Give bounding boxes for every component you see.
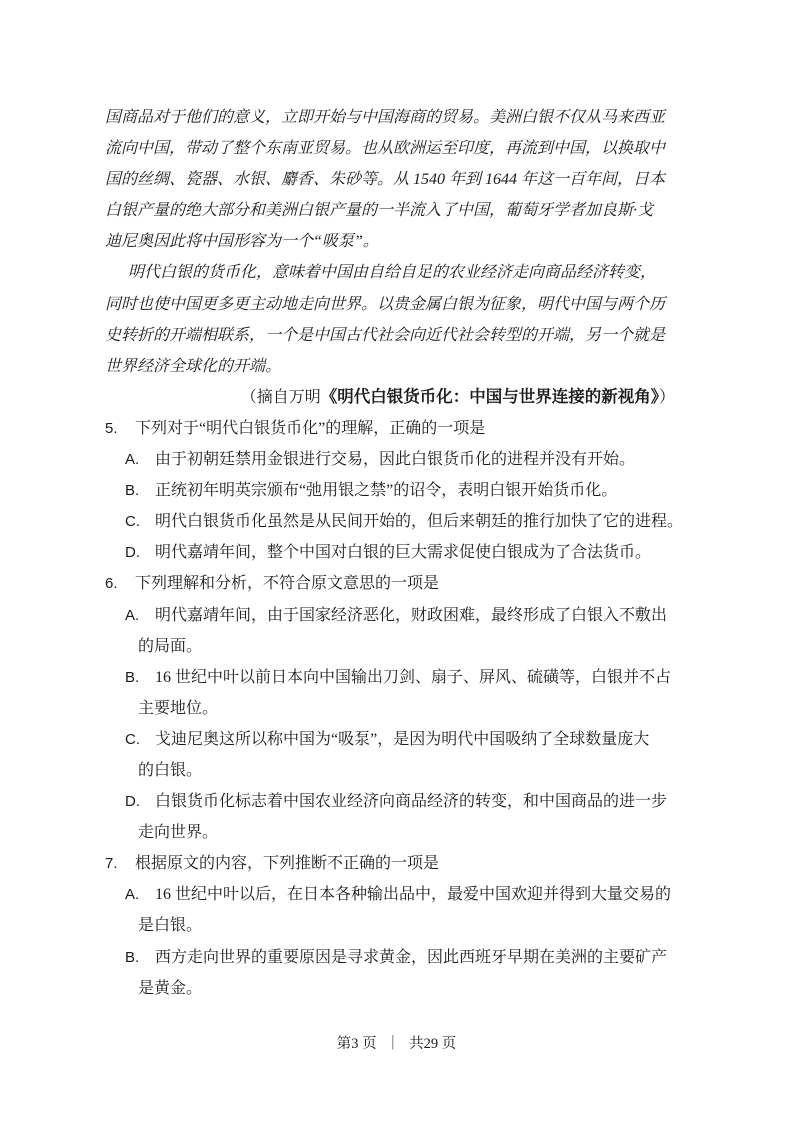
option-text: 戈迪尼奥这所以称中国为“吸泵”，是因为明代中国吸纳了全球数量庞大 xyxy=(155,730,650,748)
option-label: C. xyxy=(125,513,140,531)
option-label: A. xyxy=(125,451,140,469)
footer-total-pages: 共29 页 xyxy=(409,1036,457,1052)
passage-line: 白银产量的绝大部分和美洲白银产量的一半流入了中国，葡萄牙学者加良斯·戈 xyxy=(105,202,654,220)
page-footer xyxy=(0,1032,793,1053)
option-text: 16 世纪中叶以后，在日本各种输出品中，最爱中国欢迎并得到大量交易的 xyxy=(155,886,672,904)
question-number: 6. xyxy=(105,575,118,593)
option-line xyxy=(105,662,685,693)
option-line xyxy=(105,537,685,568)
footer-separator: ｜ xyxy=(385,1036,401,1052)
option-continuation: 的局面。 xyxy=(138,637,203,655)
passage-line: 迪尼奥因此将中国形容为一个“吸泵”。 xyxy=(105,233,379,251)
option-label: D. xyxy=(125,793,140,811)
passage-line: 国商品对于他们的意义，立即开始与中国海商的贸易。美洲白银不仅从马来西亚 xyxy=(105,109,666,126)
option-continuation: 是黄金。 xyxy=(138,979,203,997)
question-stem-text: 下列理解和分析，不符合原文意思的一项是 xyxy=(135,575,440,593)
option-text: 明代嘉靖年间，整个中国对白银的巨大需求促使白银成为了合法货币。 xyxy=(155,544,652,562)
option-line xyxy=(105,600,685,631)
option-line xyxy=(105,724,685,755)
option-label: B. xyxy=(125,668,140,686)
citation-line xyxy=(105,382,685,413)
option-line xyxy=(105,444,685,475)
passage-line: 明代白银的货币化，意味着中国由自给自足的农业经济走向商品经济转变， xyxy=(128,264,657,282)
passage-line: 史转折的开端相联系，一个是中国古代社会向近代社会转型的开端，另一个就是 xyxy=(105,326,666,344)
citation-title: 《明代白银货币化：中国与世界连接的新视角》 xyxy=(320,387,659,406)
option-text: 明代嘉靖年间，由于国家经济恶化，财政困难，最终形成了白银入不敷出 xyxy=(155,606,668,624)
passage-paragraph-2 xyxy=(105,257,685,381)
option-text: 白银货币化标志着中国农业经济向商品经济的转变，和中国商品的进一步 xyxy=(155,793,668,811)
question-stem-text: 下列对于“明代白银货币化”的理解，正确的一项是 xyxy=(135,419,486,437)
question-stem xyxy=(105,568,685,599)
question-number: 5. xyxy=(105,419,118,437)
option-text: 明代白银货币化虽然是从民间开始的，但后来朝廷的推行加快了它的进程。 xyxy=(155,513,684,531)
option-label: A. xyxy=(125,886,140,904)
citation-prefix: （摘自万明 xyxy=(240,388,321,406)
option-label: A. xyxy=(125,606,140,624)
passage-line: 流向中国，带动了整个东南亚贸易。也从欧洲运至印度，再流到中国，以换取中 xyxy=(105,140,666,158)
option-line xyxy=(105,506,685,537)
option-label: D. xyxy=(125,544,140,562)
option-label: B. xyxy=(125,948,140,966)
question-stem xyxy=(105,413,685,444)
option-label: C. xyxy=(125,730,140,748)
questions xyxy=(105,413,685,1004)
option-line xyxy=(105,475,685,506)
option-continuation: 是白银。 xyxy=(138,917,203,935)
option-continuation: 主要地位。 xyxy=(138,699,219,717)
question-stem xyxy=(105,848,685,879)
question-number: 7. xyxy=(105,855,118,873)
option-text: 由于初朝廷禁用金银进行交易，因此白银货币化的进程并没有开始。 xyxy=(155,451,636,469)
passage-line: 世界经济全球化的开端。 xyxy=(105,357,282,375)
passage-paragraph-1 xyxy=(105,102,685,257)
option-continuation: 走向世界。 xyxy=(138,824,219,842)
option-text: 西方走向世界的重要原因是寻求黄金，因此西班牙早期在美洲的主要矿产 xyxy=(155,948,668,966)
option-continuation: 的白银。 xyxy=(138,761,203,779)
option-line xyxy=(105,786,685,817)
passage-line: 国的丝绸、瓷器、水银、麝香、朱砂等。从 1540 年到 1644 年这一百年间，日本 xyxy=(105,171,666,189)
option-line xyxy=(105,942,685,973)
option-text: 正统初年明英宗颁布“弛用银之禁”的诏令，表明白银开始货币化。 xyxy=(155,482,618,500)
page-content xyxy=(105,102,685,1004)
option-text: 16 世纪中叶以前日本向中国输出刀剑、扇子、屏风、硫磺等，白银并不占 xyxy=(155,668,672,686)
option-label: B. xyxy=(125,482,140,500)
option-line xyxy=(105,879,685,910)
question-stem-text: 根据原文的内容，下列推断不正确的一项是 xyxy=(135,855,440,873)
passage-line: 同时也使中国更多更主动地走向世界。以贵金属白银为征象，明代中国与两个历 xyxy=(105,295,666,313)
citation-suffix: ） xyxy=(658,388,675,406)
footer-page-number: 第3 页 xyxy=(336,1036,377,1052)
